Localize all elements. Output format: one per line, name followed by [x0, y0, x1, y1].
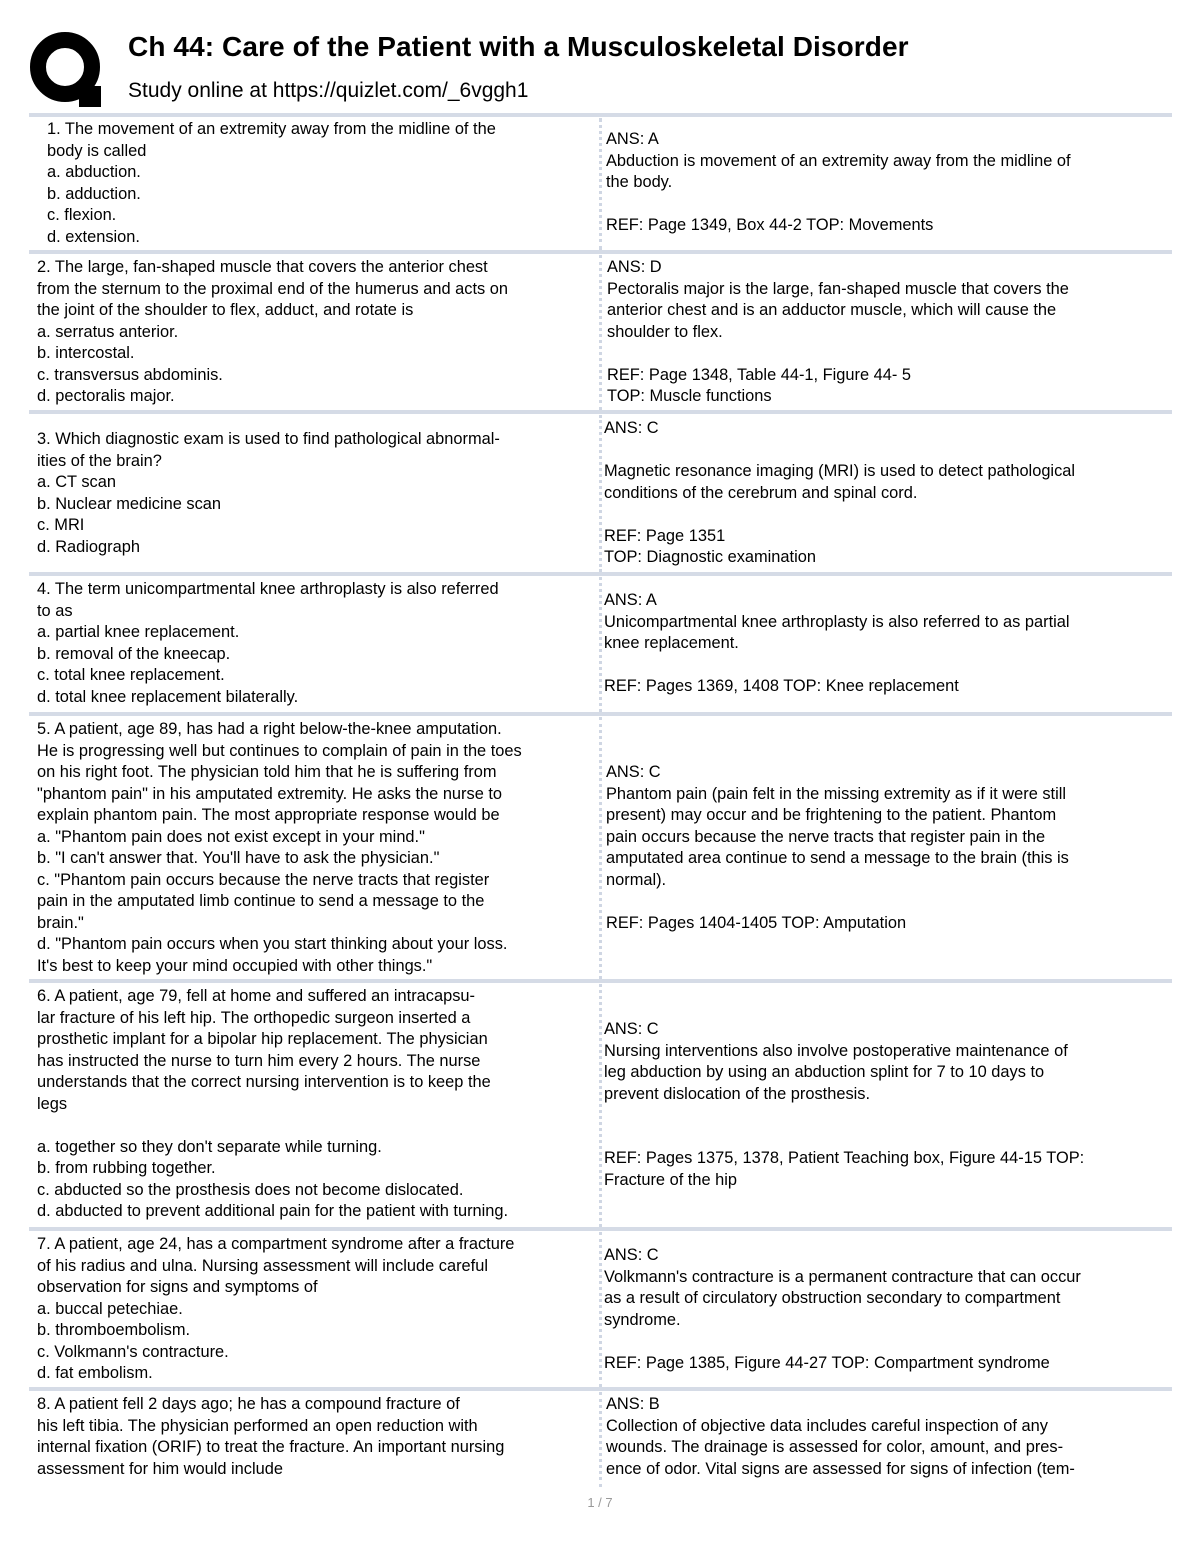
column-divider — [599, 1232, 602, 1387]
answer-definition: ANS: C Nursing interventions also involve postoperative maintenance of leg abduction by using an abduction splint for 7 to 10 days to prevent dislocation of the prosthesis. REF: Pages 1375, 1378, Patient Teaching box, Figure 44-15 TOP: Fracture of the hip — [604, 1020, 1085, 1189]
question-term: 5. A patient, age 89, has had a right below-the-knee amputation. He is progressing well but continues to complain of pain in the toes on his right foot. The physician told him that he is suffering from "phantom pain" in his amputated extremity. He asks the nurse to explain phantom pain. The most appropriate response would be a. "Phantom pain does not exist except in your mind." b. "I can't answer that. You'll have to ask the physician." c. "Phantom pain occurs because the nerve tracts that register pain in the amputated limb continue to send a message to the brain." d. "Phantom pain occurs when you start thinking about your loss. It's best to keep your mind occupied with other things." — [37, 720, 522, 975]
page-indicator: 1 / 7 — [587, 1495, 613, 1510]
column-divider — [599, 984, 602, 1227]
answer-definition: ANS: B Collection of objective data includes careful inspection of any wounds. The drainage is assessed for color, amount, and pres- ence of odor. Vital signs are assessed for signs of infection (tem- — [606, 1395, 1075, 1478]
answer-definition: ANS: A Abduction is movement of an extremity away from the midline of the body. REF: Page 1349, Box 44-2 TOP: Movements — [606, 130, 1071, 234]
question-term: 6. A patient, age 79, fell at home and suffered an intracapsu- lar fracture of his left hip. The orthopedic surgeon inserted a prosthetic implant for a bipolar hip replacement. The physician has instructed the nurse to turn him every 2 hours. The nurse understands that the correct nursing intervention is to keep the legs a. together so they don't separate while turning. b. from rubbing together. c. abducted so the prosthesis does not become dislocated. d. abducted to prevent additional pain for the patient with turning. — [37, 987, 509, 1220]
answer-definition: ANS: C Phantom pain (pain felt in the missing extremity as if it were still present) may occur and be frightening to the patient. Phantom pain occurs because the nerve tracts that register pain in the amputated area continue to send a message to the brain (this is normal). REF: Pages 1404-1405 TOP: Amputation — [606, 763, 1069, 932]
question-term: 1. The movement of an extremity away from the midline of the body is called a. abduction. b. adduction. c. flexion. d. extension. — [47, 120, 496, 246]
question-term: 3. Which diagnostic exam is used to find pathological abnormal- ities of the brain? a. CT scan b. Nuclear medicine scan c. MRI d. Radiograph — [37, 430, 500, 556]
column-divider — [599, 577, 602, 712]
answer-definition: ANS: D Pectoralis major is the large, fan-shaped muscle that covers the anterior chest and is an adductor muscle, which will cause the shoulder to flex. REF: Page 1348, Table 44-1, Figure 44- 5 TOP: Muscle functions — [607, 258, 1069, 405]
row-separator — [29, 250, 1172, 254]
answer-definition: ANS: C Volkmann's contracture is a permanent contracture that can occur as a result of circulatory obstruction secondary to compartment syndrome. REF: Page 1385, Figure 44-27 TOP: Compartment syndrome — [604, 1246, 1081, 1372]
question-term: 7. A patient, age 24, has a compartment syndrome after a fracture of his radius and ulna. Nursing assessment will include careful observation for signs and symptoms of a. buccal petechiae. b. thromboembolism. c. Volkmann's contracture. d. fat embolism. — [37, 1235, 515, 1382]
answer-definition: ANS: C Magnetic resonance imaging (MRI) is used to detect pathological conditions of the cerebrum and spinal cord. REF: Page 1351 TOP: Diagnostic examination — [604, 419, 1076, 566]
row-separator — [29, 979, 1172, 983]
column-divider — [599, 415, 602, 572]
row-separator — [29, 572, 1172, 576]
row-separator — [29, 1387, 1172, 1391]
question-term: 8. A patient fell 2 days ago; he has a compound fracture of his left tibia. The physician performed an open reduction with internal fixation (ORIF) to treat the fracture. An important nursing assessment for him would include — [37, 1395, 505, 1478]
column-divider — [599, 1392, 602, 1487]
row-separator — [29, 712, 1172, 716]
answer-definition: ANS: A Unicompartmental knee arthroplasty is also referred to as partial knee replacement. REF: Pages 1369, 1408 TOP: Knee replacement — [604, 591, 1070, 695]
question-term: 4. The term unicompartmental knee arthroplasty is also referred to as a. partial knee replacement. b. removal of the kneecap. c. total knee replacement. d. total knee replacement bilaterally. — [37, 580, 499, 706]
study-online-link[interactable]: Study online at https://quizlet.com/_6vggh1 — [128, 79, 529, 102]
quizlet-logo-icon — [29, 30, 106, 107]
question-term: 2. The large, fan-shaped muscle that covers the anterior chest from the sternum to the proximal end of the humerus and acts on the joint of the shoulder to flex, adduct, and rotate is a. serratus anterior. b. intercostal. c. transversus abdominis. d. pectoralis major. — [37, 258, 509, 405]
column-divider — [599, 118, 602, 250]
row-separator — [29, 113, 1172, 117]
column-divider — [599, 255, 602, 410]
column-divider — [599, 717, 602, 979]
row-separator — [29, 410, 1172, 414]
row-separator — [29, 1227, 1172, 1231]
page-title: Ch 44: Care of the Patient with a Musculoskeletal Disorder — [128, 31, 909, 62]
